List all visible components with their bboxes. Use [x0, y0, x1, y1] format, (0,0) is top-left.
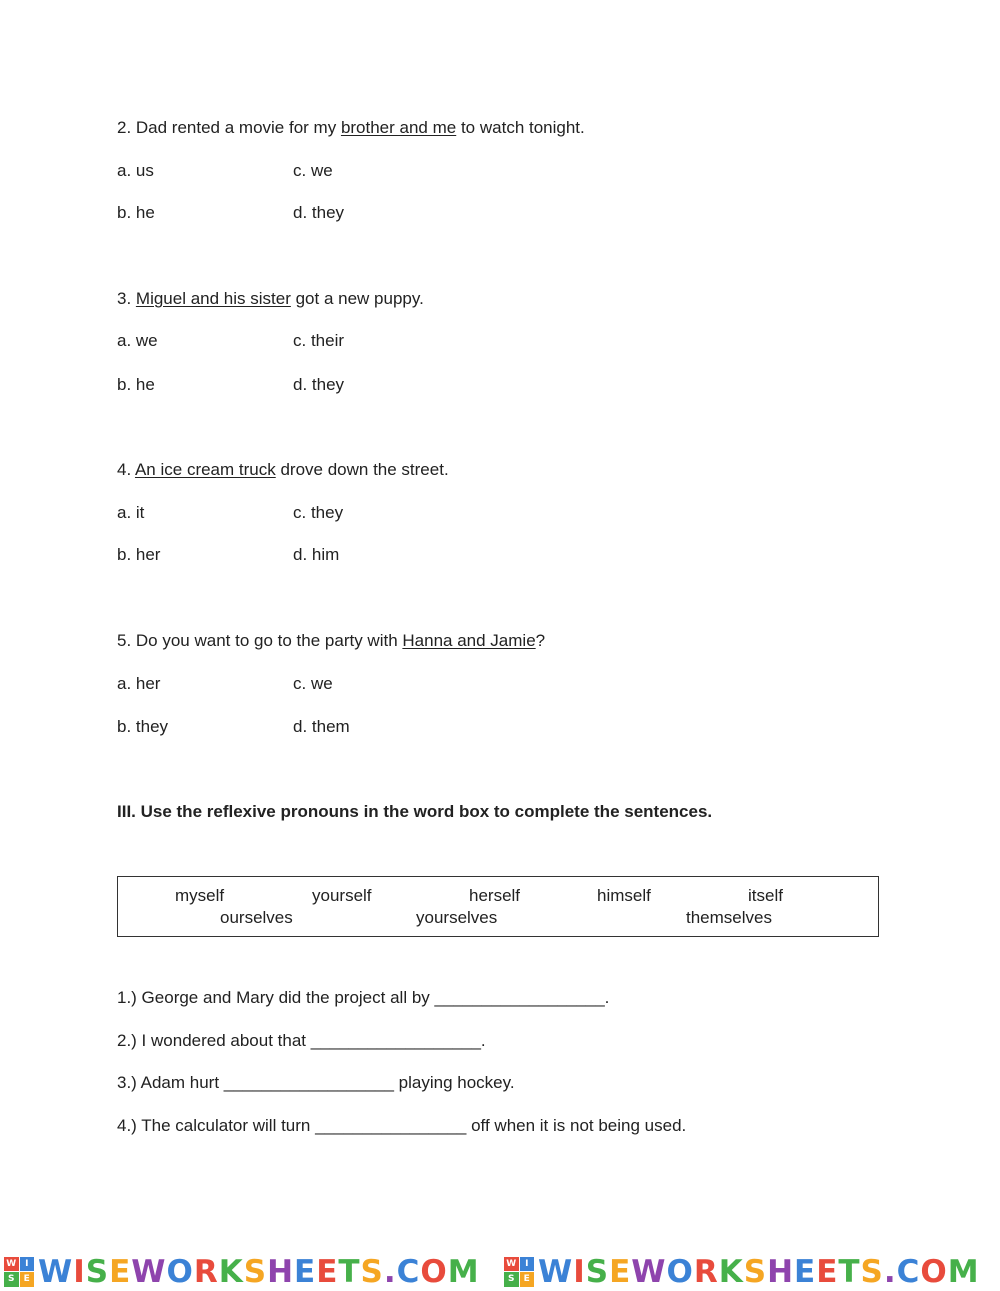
fill-in-sentence: 3.) Adam hurt __________________ playing hockey. — [117, 1073, 515, 1092]
brand-logo — [4, 1252, 480, 1291]
option-b: b. her — [117, 545, 161, 564]
brand-letter: S — [585, 1253, 610, 1290]
fill-in-sentence: 1.) George and Mary did the project all by __________________. — [117, 988, 610, 1007]
question-4 — [117, 460, 449, 480]
question-text: 3. — [117, 289, 136, 308]
option-a: a. it — [117, 503, 145, 522]
question-text: drove down the street. — [275, 460, 449, 479]
logo-letter: S — [504, 1272, 519, 1287]
word-box-word: yourselves — [416, 908, 498, 927]
brand-letter: . — [883, 1253, 897, 1290]
brand-letter: R — [693, 1253, 719, 1290]
brand-letter: S — [743, 1253, 768, 1290]
brand-letter: T — [338, 1253, 361, 1290]
option-a: a. her — [117, 674, 161, 693]
logo-grid-icon — [4, 1257, 34, 1287]
brand-letter: M — [447, 1253, 480, 1290]
brand-letter: W — [131, 1253, 167, 1290]
brand-letter: O — [920, 1253, 948, 1290]
brand-letter: K — [718, 1253, 744, 1290]
brand-letter: S — [860, 1253, 884, 1290]
brand-letter: W — [631, 1253, 667, 1290]
brand-letter: O — [166, 1253, 194, 1290]
option-a: a. we — [117, 331, 158, 350]
underlined-phrase: An ice cream truck — [134, 460, 276, 479]
option-c: c. we — [293, 161, 333, 180]
question-text: 4. — [117, 460, 135, 479]
question-text: 5. Do you want to go to the party with — [117, 631, 403, 650]
logo-letter: I — [520, 1257, 535, 1272]
question-text: ? — [535, 631, 546, 650]
option-c: c. they — [293, 503, 344, 522]
logo-letter: W — [504, 1257, 519, 1272]
brand-letter: H — [267, 1253, 295, 1290]
logo-letter: E — [520, 1272, 535, 1287]
brand-letter: T — [838, 1253, 861, 1290]
logo-grid-icon — [504, 1257, 534, 1287]
brand-text — [538, 1254, 980, 1290]
brand-letter: O — [420, 1253, 448, 1290]
brand-letter: E — [816, 1253, 839, 1290]
brand-letter: W — [538, 1253, 574, 1290]
question-text: got a new puppy. — [290, 289, 424, 308]
word-box — [117, 876, 879, 937]
brand-letter: C — [396, 1253, 421, 1290]
question-3 — [117, 289, 424, 309]
word-box-word: herself — [469, 886, 521, 905]
brand-logo — [504, 1252, 980, 1291]
word-box-word: yourself — [312, 886, 372, 905]
option-d: d. them — [293, 717, 350, 736]
brand-text — [38, 1254, 480, 1290]
brand-letter: S — [360, 1253, 384, 1290]
logo-letter: W — [4, 1257, 19, 1272]
underlined-phrase: Miguel and his sister — [135, 289, 291, 308]
section-heading: III. Use the reflexive pronouns in the word box to complete the sentences. — [117, 802, 713, 821]
brand-letter: S — [85, 1253, 110, 1290]
logo-letter: S — [4, 1272, 19, 1287]
brand-letter: H — [767, 1253, 795, 1290]
option-d: d. they — [293, 375, 345, 394]
logo-letter: E — [20, 1272, 35, 1287]
brand-letter: I — [73, 1253, 86, 1290]
brand-letter: K — [218, 1253, 244, 1290]
word-box-word: itself — [748, 886, 783, 905]
brand-letter: W — [38, 1253, 74, 1290]
brand-letter: M — [947, 1253, 980, 1290]
word-box-word: himself — [597, 886, 651, 905]
word-box-word: myself — [175, 886, 225, 905]
underlined-phrase: Hanna and Jamie — [402, 631, 536, 650]
footer-watermark — [0, 1252, 1000, 1291]
question-text: to watch tonight. — [456, 118, 585, 137]
brand-letter: E — [609, 1253, 632, 1290]
brand-letter: E — [294, 1253, 317, 1290]
option-b: b. he — [117, 375, 155, 394]
underlined-phrase: brother and me — [340, 118, 457, 137]
word-box-word: themselves — [686, 908, 772, 927]
option-b: b. he — [117, 203, 155, 222]
brand-letter: R — [193, 1253, 219, 1290]
word-box-word: ourselves — [220, 908, 293, 927]
brand-letter: E — [316, 1253, 339, 1290]
brand-letter: S — [243, 1253, 268, 1290]
option-c: c. their — [293, 331, 345, 350]
question-5 — [117, 631, 545, 651]
logo-letter: I — [20, 1257, 35, 1272]
option-d: d. him — [293, 545, 340, 564]
option-b: b. they — [117, 717, 169, 736]
brand-letter: C — [896, 1253, 921, 1290]
brand-letter: E — [794, 1253, 817, 1290]
question-2 — [117, 118, 585, 138]
brand-letter: E — [109, 1253, 132, 1290]
option-c: c. we — [293, 674, 333, 693]
option-d: d. they — [293, 203, 345, 222]
brand-letter: . — [383, 1253, 397, 1290]
question-text: 2. Dad rented a movie for my — [117, 118, 341, 137]
fill-in-sentence: 4.) The calculator will turn ________________ off when it is not being used. — [117, 1116, 687, 1135]
fill-in-sentence: 2.) I wondered about that __________________. — [117, 1031, 486, 1050]
brand-letter: O — [666, 1253, 694, 1290]
brand-letter: I — [573, 1253, 586, 1290]
option-a: a. us — [117, 161, 154, 180]
